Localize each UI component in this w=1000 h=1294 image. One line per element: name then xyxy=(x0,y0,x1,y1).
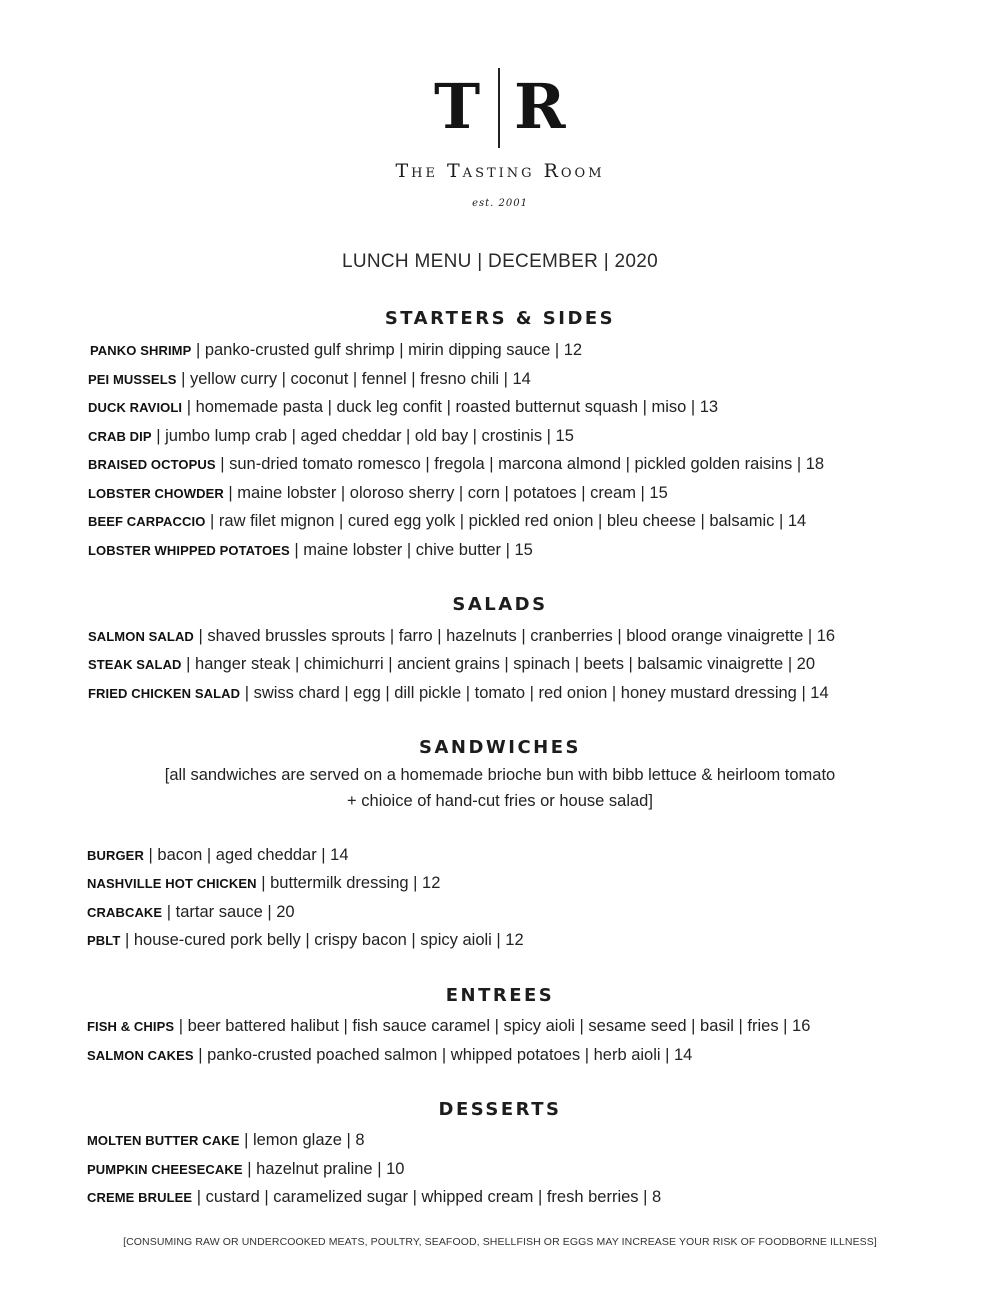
item-description: | hanger steak | chimichurri | ancient grains | spinach | beets | balsamic vinaigrette | 20 xyxy=(181,655,816,673)
item-name: CREME BRULEE xyxy=(87,1190,193,1205)
item-name: LOBSTER CHOWDER xyxy=(88,486,224,501)
menu-item xyxy=(87,1046,692,1065)
item-description: | shaved brussles sprouts | farro | hazelnuts | cranberries | blood orange vinaigrette | 16 xyxy=(193,627,836,645)
section-heading-salads: SALADS xyxy=(452,594,548,615)
item-name: BRAISED OCTOPUS xyxy=(88,457,216,472)
item-name: DUCK RAVIOLI xyxy=(88,400,183,415)
item-name: SALMON SALAD xyxy=(88,629,194,644)
item-name: STEAK SALAD xyxy=(88,657,182,672)
item-name: CRABCAKE xyxy=(87,905,163,920)
item-name: BURGER xyxy=(87,848,144,863)
item-description: | sun-dried tomato romesco | fregola | marcona almond | pickled golden raisins | 18 xyxy=(215,455,825,473)
restaurant-name: The Tasting Room xyxy=(395,160,605,182)
item-name: BEEF CARPACCIO xyxy=(88,514,206,529)
menu-item xyxy=(88,370,531,389)
logo-monogram xyxy=(0,68,1000,148)
item-description: | beer battered halibut | fish sauce caramel | spicy aioli | sesame seed | basil | fries | 16 xyxy=(174,1017,811,1035)
menu-item xyxy=(88,684,829,703)
menu-item xyxy=(87,874,440,893)
item-description: | maine lobster | chive butter | 15 xyxy=(289,541,533,559)
menu-item xyxy=(88,627,835,646)
item-name: SALMON CAKES xyxy=(87,1048,194,1063)
item-name: FRIED CHICKEN SALAD xyxy=(88,686,241,701)
item-description: | tartar sauce | 20 xyxy=(162,903,295,921)
item-description: | raw filet mignon | cured egg yolk | pickled red onion | bleu cheese | balsamic | 14 xyxy=(205,512,807,530)
item-name: CRAB DIP xyxy=(88,429,152,444)
menu-item xyxy=(87,1017,810,1036)
section-heading-sandwiches: SANDWICHES xyxy=(419,737,581,758)
menu-title: LUNCH MENU | DECEMBER | 2020 xyxy=(341,251,658,272)
item-description: | homemade pasta | duck leg confit | roasted butternut squash | miso | 13 xyxy=(182,398,719,416)
sandwich-note-line-2: + chioice of hand-cut fries or house salad] xyxy=(347,792,653,810)
item-name: MOLTEN BUTTER CAKE xyxy=(87,1133,240,1148)
item-description: | panko-crusted gulf shrimp | mirin dipping sauce | 12 xyxy=(191,341,583,359)
menu-item xyxy=(88,484,668,503)
section-heading-desserts: DESSERTS xyxy=(438,1099,562,1120)
menu-item xyxy=(87,1131,365,1150)
section-heading-starters: STARTERS & SIDES xyxy=(384,308,616,329)
established-text: est. 2001 xyxy=(472,198,528,209)
menu-item xyxy=(87,1188,661,1207)
item-name: PBLT xyxy=(87,933,121,948)
item-description: | buttermilk dressing | 12 xyxy=(256,874,441,892)
item-description: | bacon | aged cheddar | 14 xyxy=(143,846,349,864)
item-name: NASHVILLE HOT CHICKEN xyxy=(87,876,257,891)
logo-letter-t: T xyxy=(434,70,481,143)
established-year xyxy=(0,198,1000,209)
item-name: FISH & CHIPS xyxy=(87,1019,175,1034)
menu-item xyxy=(88,512,806,531)
item-name: PUMPKIN CHEESECAKE xyxy=(87,1162,243,1177)
item-name: PEI MUSSELS xyxy=(88,372,177,387)
menu-item xyxy=(88,455,824,474)
item-description: | custard | caramelized sugar | whipped cream | fresh berries | 8 xyxy=(192,1188,662,1206)
item-description: | jumbo lump crab | aged cheddar | old bay | crostinis | 15 xyxy=(151,427,574,445)
sandwich-note-line-1: [all sandwiches are served on a homemade brioche bun with bibb lettuce & heirloom tomato xyxy=(164,766,836,784)
item-name: PANKO SHRIMP xyxy=(90,343,192,358)
menu-item xyxy=(88,541,533,560)
menu-item xyxy=(88,398,718,417)
menu-item xyxy=(88,655,815,674)
item-description: | yellow curry | coconut | fennel | fresno chili | 14 xyxy=(176,370,531,388)
item-name: LOBSTER WHIPPED POTATOES xyxy=(88,543,290,558)
menu-item xyxy=(87,1160,404,1179)
item-description: | hazelnut praline | 10 xyxy=(242,1160,405,1178)
item-description: | panko-crusted poached salmon | whipped potatoes | herb aioli | 14 xyxy=(193,1046,693,1064)
menu-item xyxy=(90,341,582,360)
item-description: | lemon glaze | 8 xyxy=(239,1131,365,1149)
item-description: | maine lobster | oloroso sherry | corn | potatoes | cream | 15 xyxy=(223,484,668,502)
logo-letter-r: R xyxy=(514,70,566,143)
logo-divider xyxy=(498,68,500,148)
item-description: | house-cured pork belly | crispy bacon | spicy aioli | 12 xyxy=(120,931,524,949)
item-description: | swiss chard | egg | dill pickle | tomato | red onion | honey mustard dressing | 14 xyxy=(240,684,829,702)
menu-item xyxy=(87,903,295,922)
menu-item xyxy=(87,846,349,865)
section-heading-entrees: ENTREES xyxy=(445,985,555,1006)
menu-item xyxy=(87,931,524,950)
menu-item xyxy=(88,427,574,446)
food-safety-disclaimer: [CONSUMING RAW OR UNDERCOOKED MEATS, POULTRY, SEAFOOD, SHELLFISH OR EGGS MAY INCREASE YOUR RISK OF FOODBORNE ILLNESS] xyxy=(123,1236,877,1248)
